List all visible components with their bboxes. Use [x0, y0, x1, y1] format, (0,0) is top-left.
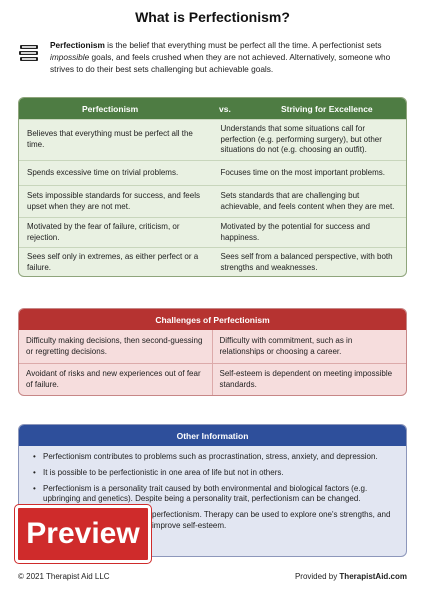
- list-item: • Perfectionism contributes to problems such as procrastination, stress, anxiety, and depression.: [33, 452, 392, 463]
- footer-brand-link[interactable]: TherapistAid.com: [339, 572, 407, 581]
- header-perfectionism: Perfectionism: [82, 103, 139, 114]
- comparison-table: [18, 97, 407, 277]
- list-item: • It is possible to be perfectionistic in one area of life but not in others.: [33, 468, 392, 479]
- perfectionism-cell: Sees self only in extremes, as either perfect or a failure.: [27, 252, 199, 272]
- comparison-row: [19, 185, 406, 217]
- footer-provided-label: Provided by: [294, 572, 340, 581]
- challenge-cell: Difficulty making decisions, then second-guessing or regretting decisions.: [19, 330, 213, 363]
- challenge-cell: Self-esteem is dependent on meeting impossible standards.: [219, 368, 393, 389]
- striving-cell: Focuses time on the most important problems.: [220, 167, 386, 177]
- intro-paragraph: [50, 40, 410, 75]
- challenges-header: Challenges of Perfectionism: [19, 309, 406, 330]
- challenges-panel: [18, 308, 407, 396]
- intro-text-1: is the belief that everything must be perfect all the time. A perfectionist sets: [104, 40, 382, 50]
- list-item: • Perfectionism is a personality trait caused by both environmental and biological factors (e.g. upbringing and genetics). Despite being a personality trait, perfectionism can be changed.: [33, 484, 392, 506]
- page-title: What is Perfectionism?: [135, 9, 290, 25]
- striving-cell: Motivated by the potential for success and happiness.: [220, 221, 370, 242]
- intro-emphasis: impossible: [50, 51, 90, 62]
- comparison-row: [19, 160, 406, 185]
- striving-cell: Sees self from a balanced perspective, with both strengths and weaknesses.: [220, 252, 393, 272]
- striving-cell: Sets standards that are challenging but achievable, and feels content when they are met.: [220, 190, 395, 211]
- other-information-header: Other Information: [19, 425, 406, 446]
- list-item: • perfectionism. Therapy can be used to explore one's strengths, and improve self-esteem.: [33, 510, 392, 532]
- preview-badge: Preview: [15, 505, 151, 563]
- perfectionism-cell: Spends excessive time on trivial problems.: [27, 167, 179, 177]
- book-stack-icon: [18, 42, 40, 64]
- intro-term: Perfectionism: [50, 40, 105, 50]
- perfectionism-cell: Believes that everything must be perfect all the time.: [27, 129, 193, 149]
- comparison-row: [19, 119, 406, 160]
- header-vs: vs.: [219, 103, 231, 114]
- perfectionism-cell: Motivated by the fear of failure, criticism, or rejection.: [27, 221, 180, 242]
- header-striving: Striving for Excellence: [281, 103, 373, 114]
- comparison-row: [19, 247, 406, 277]
- perfectionism-cell: Sets impossible standards for success, and feels upset when they are not met.: [27, 190, 200, 211]
- comparison-header: [19, 98, 406, 119]
- challenges-row: [19, 363, 406, 395]
- comparison-row: [19, 217, 406, 247]
- footer-copyright: © 2021 Therapist Aid LLC: [18, 572, 110, 581]
- challenges-row: [19, 330, 406, 363]
- footer-provided-by: [295, 572, 407, 581]
- striving-cell: Understands that some situations call for perfection (e.g. performing surgery), but other situations do not (e.g. choosing an outfit).: [220, 123, 382, 155]
- challenge-cell: Avoidant of risks and new experiences out of fear of failure.: [19, 364, 213, 395]
- challenge-cell: Difficulty with commitment, such as in relationships or choosing a career.: [219, 335, 353, 356]
- intro-text-2: goals, and feels crushed when they are not achieved. Alternatively, someone who strives to do their best sets challenging but achievable goals.: [50, 51, 391, 74]
